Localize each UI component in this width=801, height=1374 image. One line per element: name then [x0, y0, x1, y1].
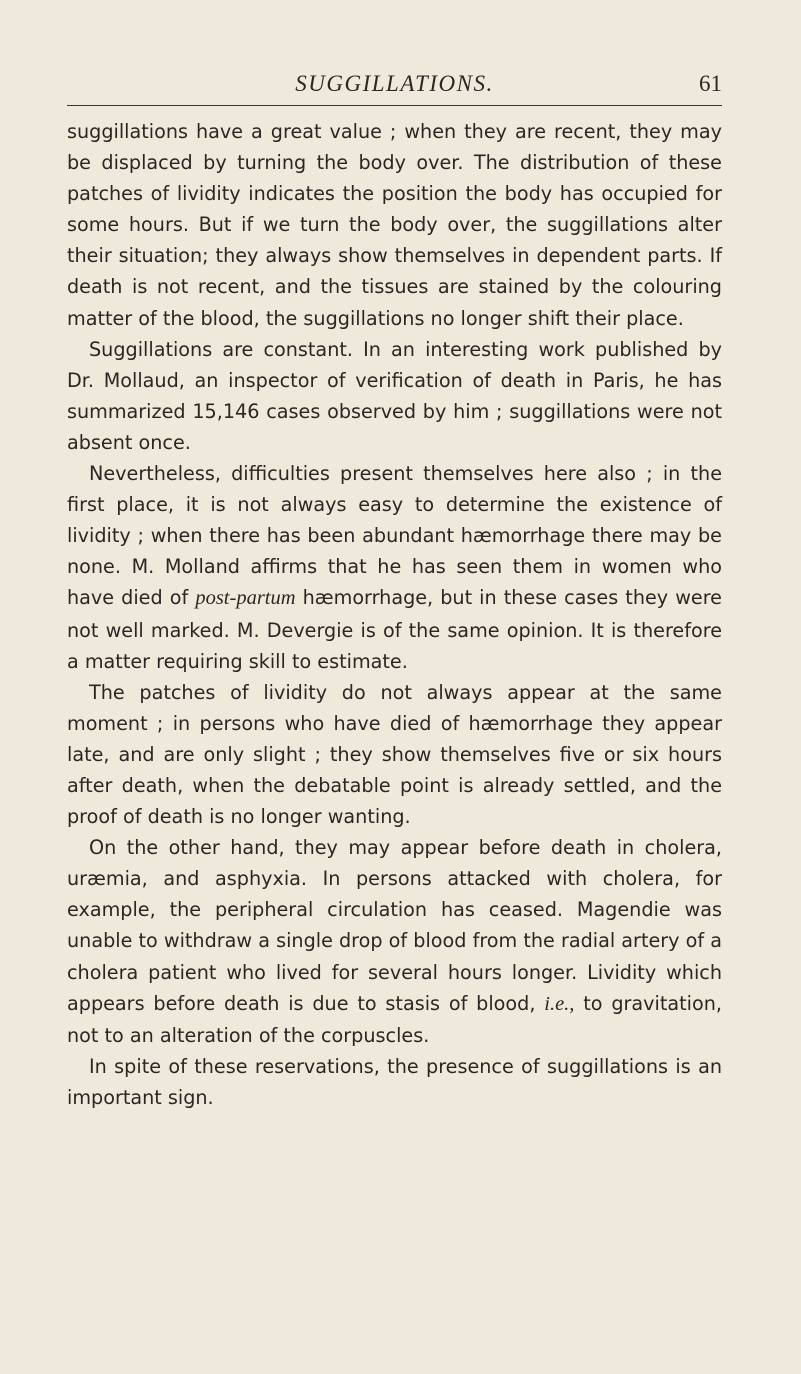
italic-term-ie: i.e., [544, 992, 575, 1015]
paragraph-5 [67, 832, 722, 1051]
running-title: SUGGILLATIONS. [295, 71, 494, 96]
page-number: 61 [699, 71, 722, 96]
paragraph-3-text-after: hæmorrhage, but in these cases they were not well marked. M. Devergie is of the same opinion. It is therefore a matter requiring skill to estimate. [67, 586, 722, 673]
paragraph-3 [67, 458, 722, 677]
paragraph-2: Suggillations are constant. In an interesting work published by Dr. Mollaud, an inspector of verification of death in Paris, he has summarized 15,146 cases observed by him ; suggillations were not absent once. [67, 337, 722, 454]
paragraph-6: In spite of these reservations, the presence of suggillations is an important sign. [67, 1054, 722, 1109]
body-text [67, 116, 722, 1113]
paragraph-3-text-before: Nevertheless, difficulties present themselves here also ; in the first place, it is not always easy to determine the existence of lividity ; when there has been abundant hæmorrhage there may be none. M. Molland affirms that he has seen them in women who have died of [67, 462, 722, 610]
paragraph-4: The patches of lividity do not always appear at the same moment ; in persons who have died of hæmorrhage they appear late, and are only slight ; they show themselves five or six hours after death, when the debatable point is already settled, and the proof of death is no longer wanting. [67, 680, 722, 829]
italic-term-post-partum: post-partum [195, 587, 296, 610]
paragraph-5-text-before: On the other hand, they may appear before death in cholera, uræmia, and asphyxia. In persons attacked with cholera, for example, the peripheral circulation has ceased. Magendie was unable to withdraw a single drop of blood from the radial artery of a cholera patient who lived for several hours longer. Lividity which appears before death is due to stasis of blood, [67, 836, 722, 1015]
paragraph-5-text-after: to gravitation, not to an alteration of the corpuscles. [67, 991, 722, 1047]
paragraph-1: suggillations have a great value ; when they are recent, they may be displaced by turning the body over. The distribution of these patches of lividity indicates the position the body has occupied for some hours. But if we turn the body over, the suggillations alter their situation; they always show themselves in dependent parts. If death is not recent, and the tissues are stained by the colouring matter of the blood, the suggillations no longer shift their place. [67, 120, 722, 330]
running-head [67, 71, 722, 106]
